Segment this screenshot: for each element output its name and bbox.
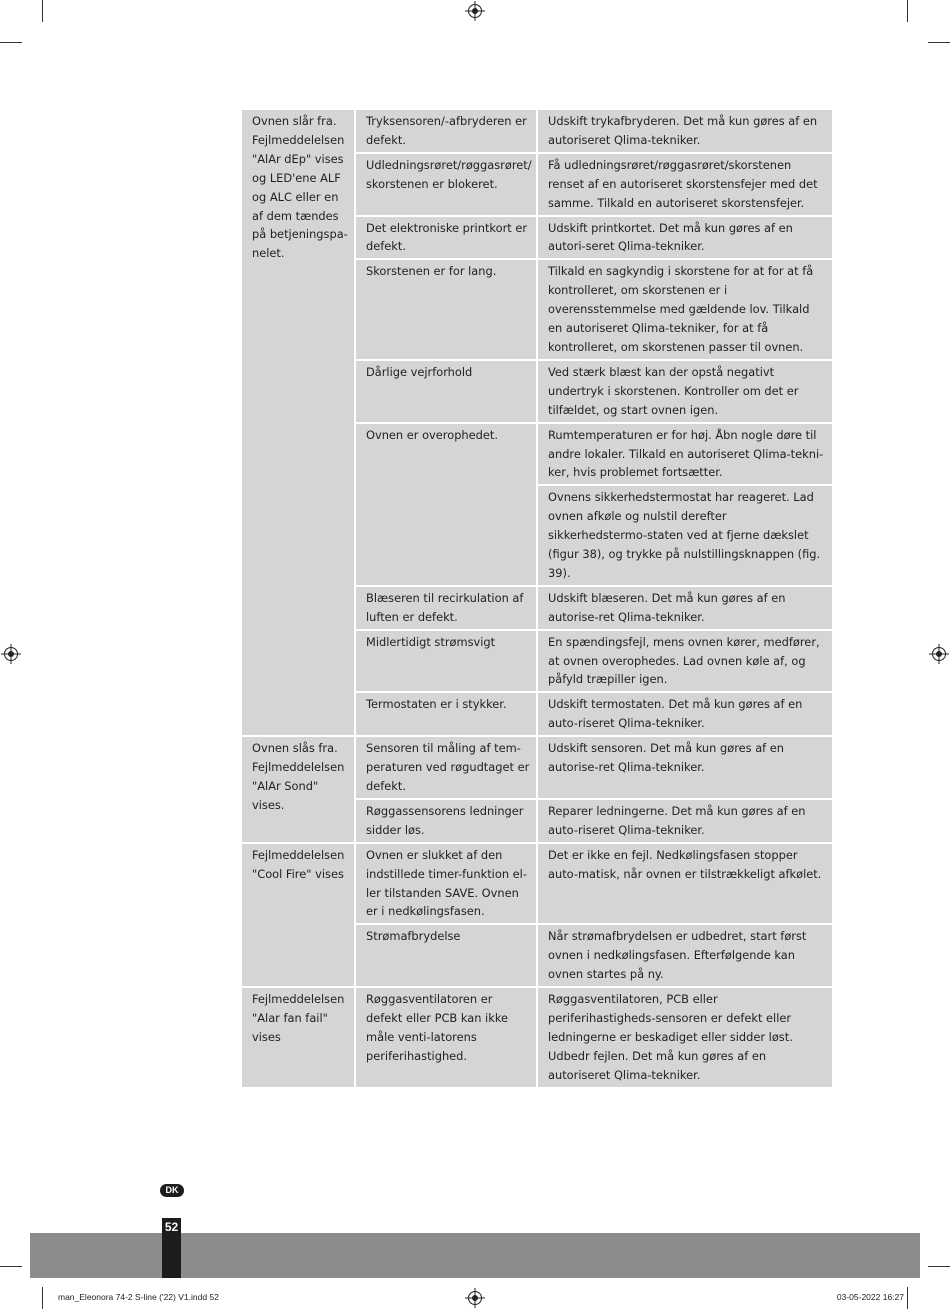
crop-mark — [0, 1266, 22, 1267]
cause-cell: Røggassensorens ledninger sidder løs. — [356, 800, 536, 842]
cause-cell: Termostaten er i stykker. — [356, 693, 536, 735]
problem-cell: Ovnen slås fra. Fejlmeddelelsen "AlAr Sond" vises. — [242, 737, 354, 842]
print-slug-file: man_Eleonora 74-2 S-line ('22) V1.indd 52 — [58, 1292, 219, 1302]
cause-cell: Ovnen er overophedet. — [356, 424, 536, 585]
cause-cell: Røggasventilatoren er defekt eller PCB kan ikke måle venti-latorens periferihastighed. — [356, 988, 536, 1087]
table-row — [356, 110, 832, 152]
solution-cell: Ved stærk blæst kan der opstå negativt undertryk i skorstenen. Kontroller om det er tilfældet, og start ovnen igen. — [538, 361, 832, 422]
cause-cell: Dårlige vejrforhold — [356, 361, 536, 422]
solution-cell: Udskift blæseren. Det må kun gøres af en autorise-ret Qlima-tekniker. — [538, 587, 832, 629]
solution-cell: Udskift termostaten. Det må kun gøres af en auto-riseret Qlima-tekniker. — [538, 693, 832, 735]
cause-cell: Blæseren til recirkulation af luften er defekt. — [356, 587, 536, 629]
cause-cell: Midlertidigt strømsvigt — [356, 631, 536, 692]
cause-cell: Udledningsrøret/røggasrøret/ skorstenen er blokeret. — [356, 154, 536, 215]
table-row — [356, 424, 832, 585]
registration-mark-icon — [468, 4, 482, 18]
crop-mark — [42, 0, 43, 22]
table-row — [356, 693, 832, 735]
print-slug-date: 03-05-2022 16:27 — [836, 1292, 904, 1302]
solution-cell: Ovnens sikkerhedstermostat har reageret. Lad ovnen afkøle og nulstil derefter sikkerhedstermo-staten ved at fjerne dækslet (figur 38), og trykke på nulstillingsknappen (fig. 39). — [538, 486, 832, 585]
solution-cell: Udskift printkortet. Det må kun gøres af en autori-seret Qlima-tekniker. — [538, 217, 832, 259]
table-row — [356, 361, 832, 422]
solution-cell: Udskift sensoren. Det må kun gøres af en autorise-ret Qlima-tekniker. — [538, 737, 832, 798]
table-row — [356, 260, 832, 359]
page-number: 52 — [164, 1220, 179, 1234]
problem-cell: Fejlmeddelelsen "Cool Fire" vises — [242, 844, 354, 986]
table-row — [356, 587, 832, 629]
crop-mark — [907, 1287, 908, 1309]
problem-group — [242, 737, 832, 842]
crop-mark — [928, 42, 950, 43]
table-row — [356, 800, 832, 842]
problem-group — [242, 110, 832, 735]
solution-cell: Rumtemperaturen er for høj. Åbn nogle døre til andre lokaler. Tilkald en autoriseret Qlima-tekni-ker, hvis problemet fortsætter. — [538, 424, 832, 485]
solution-cell: Det er ikke en fejl. Nedkølingsfasen stopper auto-matisk, når ovnen er tilstrækkeligt afkølet. — [538, 844, 832, 924]
problem-group — [242, 844, 832, 986]
solution-cell: Reparer ledningerne. Det må kun gøres af en auto-riseret Qlima-tekniker. — [538, 800, 832, 842]
table-row — [356, 737, 832, 798]
solution-cell: Tilkald en sagkyndig i skorstene for at for at få kontrolleret, om skorstenen er i overensstemmelse med gældende lov. Tilkald en autoriseret Qlima-tekniker, for at få kontrolleret, om skorstenen passer til ovnen. — [538, 260, 832, 359]
table-row — [356, 844, 832, 924]
registration-mark-icon — [932, 647, 946, 661]
registration-mark-icon — [4, 647, 18, 661]
language-badge: DK — [160, 1184, 184, 1197]
table-row — [356, 988, 832, 1087]
table-row — [356, 217, 832, 259]
solution-cell: Når strømafbrydelsen er udbedret, start først ovnen i nedkølingsfasen. Efterfølgende kan ovnen startes på ny. — [538, 925, 832, 986]
crop-mark — [42, 1287, 43, 1309]
table-row — [356, 925, 832, 986]
problem-cell: Fejlmeddelelsen "Alar fan fail" vises — [242, 988, 354, 1087]
solution-cell: Få udledningsrøret/røggasrøret/skorstenen renset af en autoriseret skorstensfejer med det samme. Tilkald en autoriseret skorstensfejer. — [538, 154, 832, 215]
crop-mark — [928, 1266, 950, 1267]
solution-cell: Røggasventilatoren, PCB eller periferihastigheds-sensoren er defekt eller ledningerne er beskadiget eller sidder løst. Udbedr fejlen. Det må kun gøres af en autoriseret Qlima-tekniker. — [538, 988, 832, 1087]
table-row — [356, 631, 832, 692]
registration-mark-icon — [468, 1291, 482, 1305]
cause-cell: Ovnen er slukket af den indstillede timer-funktion el-ler tilstanden SAVE. Ovnen er i nedkølingsfasen. — [356, 844, 536, 924]
crop-mark — [907, 0, 908, 22]
cause-cell: Sensoren til måling af tem-peraturen ved røgudtaget er defekt. — [356, 737, 536, 798]
cause-cell: Tryksensoren/-afbryderen er defekt. — [356, 110, 536, 152]
table-row — [356, 154, 832, 215]
cause-cell: Det elektroniske printkort er defekt. — [356, 217, 536, 259]
troubleshooting-table — [242, 110, 832, 1089]
solution-cell: En spændingsfejl, mens ovnen kører, medfører, at ovnen overophedes. Lad ovnen køle af, og påfyld træpiller igen. — [538, 631, 832, 692]
solution-cell: Udskift trykafbryderen. Det må kun gøres af en autoriseret Qlima-tekniker. — [538, 110, 832, 152]
cause-cell: Strømafbrydelse — [356, 925, 536, 986]
problem-group — [242, 988, 832, 1087]
problem-cell: Ovnen slår fra. Fejlmeddelelsen "AlAr dEp" vises og LED'ene ALF og ALC eller en af dem tændes på betjeningspa-nelet. — [242, 110, 354, 735]
cause-cell: Skorstenen er for lang. — [356, 260, 536, 359]
crop-mark — [0, 42, 22, 43]
